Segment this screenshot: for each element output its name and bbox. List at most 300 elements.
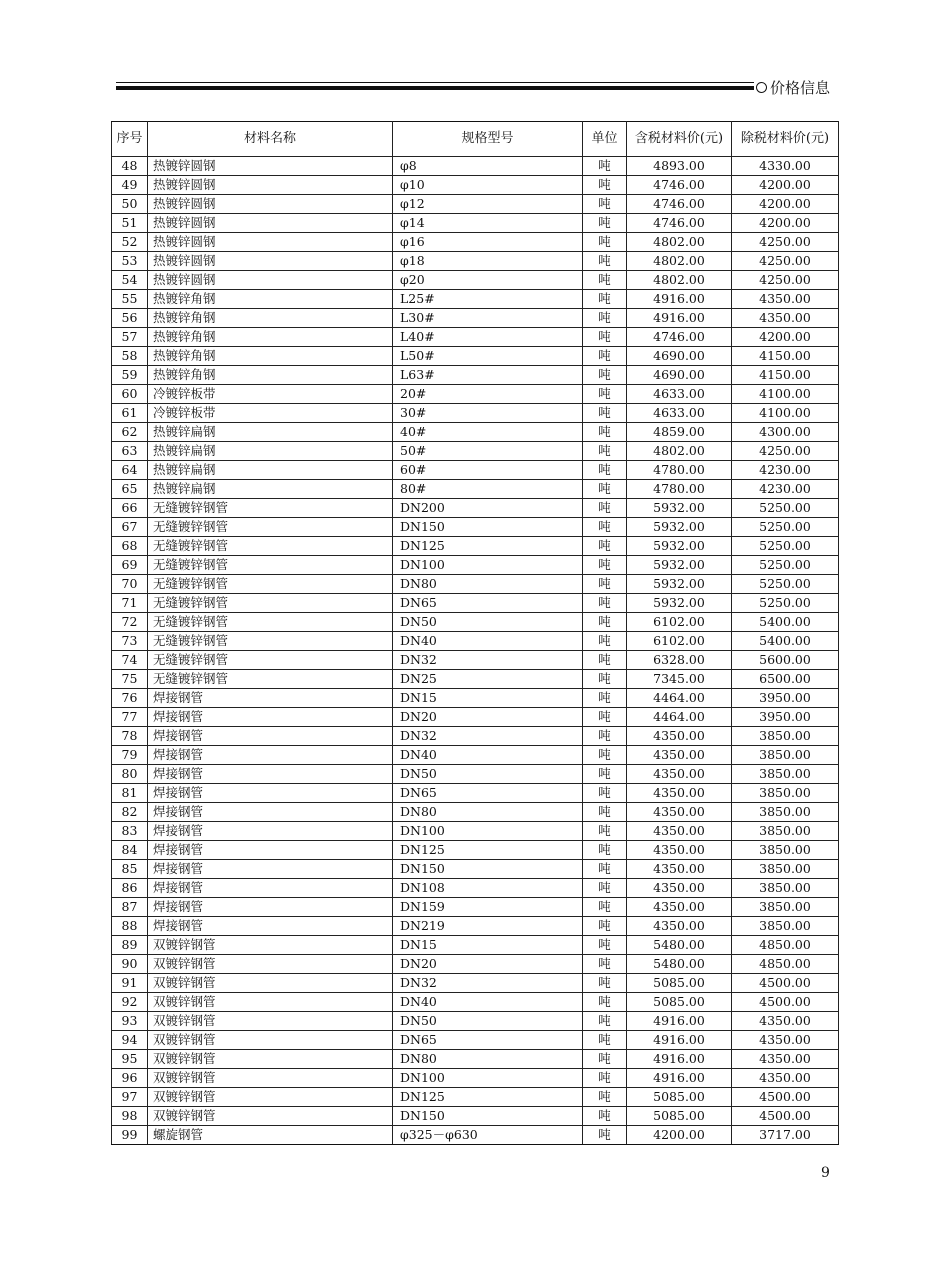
cell-material-name: 热镀锌圆钢 bbox=[148, 252, 393, 271]
header-rule bbox=[116, 82, 754, 92]
cell-unit: 吨 bbox=[583, 1107, 627, 1126]
cell-unit: 吨 bbox=[583, 860, 627, 879]
cell-unit: 吨 bbox=[583, 518, 627, 537]
cell-price-tax-excl: 4350.00 bbox=[732, 1069, 839, 1088]
cell-spec: DN50 bbox=[393, 765, 583, 784]
cell-spec: φ12 bbox=[393, 195, 583, 214]
cell-spec: DN150 bbox=[393, 1107, 583, 1126]
cell-price-tax-incl: 4802.00 bbox=[627, 271, 732, 290]
cell-price-tax-incl: 4690.00 bbox=[627, 366, 732, 385]
cell-price-tax-excl: 4500.00 bbox=[732, 1107, 839, 1126]
cell-no: 61 bbox=[112, 404, 148, 423]
cell-price-tax-incl: 5932.00 bbox=[627, 518, 732, 537]
cell-spec: DN20 bbox=[393, 708, 583, 727]
cell-no: 90 bbox=[112, 955, 148, 974]
cell-price-tax-incl: 4746.00 bbox=[627, 195, 732, 214]
cell-no: 64 bbox=[112, 461, 148, 480]
cell-price-tax-excl: 3850.00 bbox=[732, 841, 839, 860]
table-row bbox=[112, 822, 839, 841]
cell-price-tax-incl: 5085.00 bbox=[627, 1088, 732, 1107]
cell-price-tax-incl: 4746.00 bbox=[627, 328, 732, 347]
table-row bbox=[112, 746, 839, 765]
cell-spec: L25# bbox=[393, 290, 583, 309]
cell-price-tax-excl: 4250.00 bbox=[732, 252, 839, 271]
cell-price-tax-incl: 4802.00 bbox=[627, 252, 732, 271]
cell-material-name: 焊接钢管 bbox=[148, 879, 393, 898]
table-row bbox=[112, 423, 839, 442]
cell-material-name: 双镀锌钢管 bbox=[148, 1050, 393, 1069]
cell-unit: 吨 bbox=[583, 746, 627, 765]
table-row bbox=[112, 974, 839, 993]
cell-price-tax-incl: 4350.00 bbox=[627, 746, 732, 765]
cell-no: 69 bbox=[112, 556, 148, 575]
table-row bbox=[112, 765, 839, 784]
table-row bbox=[112, 670, 839, 689]
cell-material-name: 双镀锌钢管 bbox=[148, 974, 393, 993]
cell-material-name: 焊接钢管 bbox=[148, 708, 393, 727]
cell-unit: 吨 bbox=[583, 1088, 627, 1107]
page-number: 9 bbox=[821, 1165, 830, 1181]
cell-price-tax-excl: 5250.00 bbox=[732, 499, 839, 518]
cell-price-tax-excl: 4850.00 bbox=[732, 955, 839, 974]
cell-price-tax-incl: 4350.00 bbox=[627, 860, 732, 879]
cell-spec: DN125 bbox=[393, 841, 583, 860]
cell-material-name: 无缝镀锌钢管 bbox=[148, 499, 393, 518]
cell-material-name: 焊接钢管 bbox=[148, 765, 393, 784]
cell-no: 86 bbox=[112, 879, 148, 898]
cell-no: 66 bbox=[112, 499, 148, 518]
cell-no: 98 bbox=[112, 1107, 148, 1126]
cell-price-tax-excl: 4200.00 bbox=[732, 214, 839, 233]
cell-price-tax-incl: 5932.00 bbox=[627, 556, 732, 575]
table-row bbox=[112, 917, 839, 936]
cell-price-tax-incl: 4464.00 bbox=[627, 689, 732, 708]
cell-material-name: 双镀锌钢管 bbox=[148, 993, 393, 1012]
table-row bbox=[112, 1088, 839, 1107]
cell-price-tax-excl: 4500.00 bbox=[732, 974, 839, 993]
cell-spec: DN32 bbox=[393, 727, 583, 746]
cell-no: 58 bbox=[112, 347, 148, 366]
cell-unit: 吨 bbox=[583, 841, 627, 860]
cell-price-tax-incl: 7345.00 bbox=[627, 670, 732, 689]
cell-price-tax-excl: 3850.00 bbox=[732, 860, 839, 879]
cell-material-name: 热镀锌圆钢 bbox=[148, 214, 393, 233]
cell-no: 80 bbox=[112, 765, 148, 784]
cell-price-tax-incl: 4350.00 bbox=[627, 784, 732, 803]
cell-price-tax-excl: 4150.00 bbox=[732, 347, 839, 366]
cell-spec: DN150 bbox=[393, 518, 583, 537]
column-header-no: 序号 bbox=[112, 122, 148, 157]
cell-spec: DN108 bbox=[393, 879, 583, 898]
cell-no: 73 bbox=[112, 632, 148, 651]
cell-unit: 吨 bbox=[583, 157, 627, 176]
cell-spec: DN100 bbox=[393, 822, 583, 841]
cell-price-tax-incl: 5085.00 bbox=[627, 1107, 732, 1126]
cell-spec: L30# bbox=[393, 309, 583, 328]
cell-no: 56 bbox=[112, 309, 148, 328]
cell-no: 65 bbox=[112, 480, 148, 499]
cell-price-tax-excl: 3850.00 bbox=[732, 879, 839, 898]
table-row bbox=[112, 252, 839, 271]
cell-price-tax-incl: 4350.00 bbox=[627, 917, 732, 936]
table-row bbox=[112, 385, 839, 404]
cell-unit: 吨 bbox=[583, 290, 627, 309]
table-row bbox=[112, 727, 839, 746]
cell-price-tax-excl: 3850.00 bbox=[732, 898, 839, 917]
cell-no: 49 bbox=[112, 176, 148, 195]
cell-unit: 吨 bbox=[583, 442, 627, 461]
cell-price-tax-excl: 3717.00 bbox=[732, 1126, 839, 1145]
cell-material-name: 焊接钢管 bbox=[148, 917, 393, 936]
cell-price-tax-excl: 4500.00 bbox=[732, 1088, 839, 1107]
table-row bbox=[112, 499, 839, 518]
table-row bbox=[112, 708, 839, 727]
cell-no: 71 bbox=[112, 594, 148, 613]
cell-spec: DN100 bbox=[393, 1069, 583, 1088]
cell-price-tax-incl: 4690.00 bbox=[627, 347, 732, 366]
cell-unit: 吨 bbox=[583, 917, 627, 936]
cell-material-name: 热镀锌圆钢 bbox=[148, 176, 393, 195]
cell-unit: 吨 bbox=[583, 727, 627, 746]
cell-unit: 吨 bbox=[583, 366, 627, 385]
cell-material-name: 冷镀锌板带 bbox=[148, 404, 393, 423]
cell-no: 97 bbox=[112, 1088, 148, 1107]
cell-no: 68 bbox=[112, 537, 148, 556]
cell-no: 84 bbox=[112, 841, 148, 860]
cell-spec: DN80 bbox=[393, 1050, 583, 1069]
cell-material-name: 双镀锌钢管 bbox=[148, 955, 393, 974]
cell-price-tax-incl: 4859.00 bbox=[627, 423, 732, 442]
cell-unit: 吨 bbox=[583, 499, 627, 518]
cell-no: 91 bbox=[112, 974, 148, 993]
cell-spec: DN20 bbox=[393, 955, 583, 974]
table-row bbox=[112, 613, 839, 632]
cell-price-tax-incl: 4916.00 bbox=[627, 309, 732, 328]
cell-price-tax-incl: 5480.00 bbox=[627, 955, 732, 974]
cell-price-tax-incl: 5932.00 bbox=[627, 594, 732, 613]
cell-spec: DN50 bbox=[393, 613, 583, 632]
table-row bbox=[112, 936, 839, 955]
cell-unit: 吨 bbox=[583, 233, 627, 252]
table-row bbox=[112, 841, 839, 860]
cell-price-tax-excl: 3850.00 bbox=[732, 727, 839, 746]
cell-spec: L63# bbox=[393, 366, 583, 385]
cell-material-name: 双镀锌钢管 bbox=[148, 936, 393, 955]
cell-spec: L50# bbox=[393, 347, 583, 366]
cell-price-tax-incl: 4893.00 bbox=[627, 157, 732, 176]
cell-material-name: 热镀锌角钢 bbox=[148, 347, 393, 366]
cell-unit: 吨 bbox=[583, 765, 627, 784]
table-row bbox=[112, 879, 839, 898]
cell-no: 63 bbox=[112, 442, 148, 461]
table-row bbox=[112, 157, 839, 176]
cell-spec: φ14 bbox=[393, 214, 583, 233]
cell-material-name: 双镀锌钢管 bbox=[148, 1012, 393, 1031]
cell-material-name: 双镀锌钢管 bbox=[148, 1107, 393, 1126]
table-row bbox=[112, 556, 839, 575]
cell-spec: 40# bbox=[393, 423, 583, 442]
cell-material-name: 无缝镀锌钢管 bbox=[148, 518, 393, 537]
table-row bbox=[112, 214, 839, 233]
cell-price-tax-excl: 5250.00 bbox=[732, 556, 839, 575]
cell-spec: φ8 bbox=[393, 157, 583, 176]
table-row bbox=[112, 1069, 839, 1088]
table-row bbox=[112, 176, 839, 195]
cell-unit: 吨 bbox=[583, 385, 627, 404]
cell-price-tax-incl: 4464.00 bbox=[627, 708, 732, 727]
table-row bbox=[112, 442, 839, 461]
column-header-price-tax-incl: 含税材料价(元) bbox=[627, 122, 732, 157]
cell-unit: 吨 bbox=[583, 993, 627, 1012]
cell-no: 79 bbox=[112, 746, 148, 765]
table-row bbox=[112, 1031, 839, 1050]
cell-material-name: 无缝镀锌钢管 bbox=[148, 537, 393, 556]
table-row bbox=[112, 480, 839, 499]
cell-unit: 吨 bbox=[583, 461, 627, 480]
cell-price-tax-incl: 4746.00 bbox=[627, 176, 732, 195]
cell-unit: 吨 bbox=[583, 822, 627, 841]
cell-material-name: 热镀锌扁钢 bbox=[148, 461, 393, 480]
cell-material-name: 热镀锌圆钢 bbox=[148, 233, 393, 252]
cell-spec: DN32 bbox=[393, 974, 583, 993]
cell-price-tax-excl: 4230.00 bbox=[732, 461, 839, 480]
table-row bbox=[112, 328, 839, 347]
cell-price-tax-excl: 3950.00 bbox=[732, 708, 839, 727]
cell-price-tax-excl: 4250.00 bbox=[732, 233, 839, 252]
cell-unit: 吨 bbox=[583, 1050, 627, 1069]
cell-no: 85 bbox=[112, 860, 148, 879]
cell-price-tax-incl: 4802.00 bbox=[627, 233, 732, 252]
cell-price-tax-incl: 4916.00 bbox=[627, 1069, 732, 1088]
cell-unit: 吨 bbox=[583, 537, 627, 556]
cell-price-tax-excl: 3850.00 bbox=[732, 917, 839, 936]
cell-no: 76 bbox=[112, 689, 148, 708]
cell-unit: 吨 bbox=[583, 936, 627, 955]
table-row bbox=[112, 518, 839, 537]
cell-spec: φ325－φ630 bbox=[393, 1126, 583, 1145]
cell-price-tax-excl: 4250.00 bbox=[732, 271, 839, 290]
cell-no: 57 bbox=[112, 328, 148, 347]
cell-price-tax-incl: 4916.00 bbox=[627, 1050, 732, 1069]
cell-no: 60 bbox=[112, 385, 148, 404]
cell-price-tax-incl: 4200.00 bbox=[627, 1126, 732, 1145]
cell-unit: 吨 bbox=[583, 708, 627, 727]
table-row bbox=[112, 347, 839, 366]
cell-unit: 吨 bbox=[583, 803, 627, 822]
cell-price-tax-excl: 3850.00 bbox=[732, 746, 839, 765]
cell-no: 78 bbox=[112, 727, 148, 746]
price-table bbox=[111, 121, 839, 1145]
cell-price-tax-excl: 5400.00 bbox=[732, 613, 839, 632]
cell-material-name: 焊接钢管 bbox=[148, 898, 393, 917]
cell-material-name: 焊接钢管 bbox=[148, 746, 393, 765]
cell-spec: DN50 bbox=[393, 1012, 583, 1031]
cell-material-name: 热镀锌角钢 bbox=[148, 290, 393, 309]
cell-price-tax-incl: 5932.00 bbox=[627, 537, 732, 556]
cell-material-name: 焊接钢管 bbox=[148, 784, 393, 803]
cell-price-tax-incl: 6102.00 bbox=[627, 632, 732, 651]
cell-price-tax-excl: 3850.00 bbox=[732, 803, 839, 822]
cell-price-tax-excl: 4200.00 bbox=[732, 328, 839, 347]
cell-material-name: 双镀锌钢管 bbox=[148, 1069, 393, 1088]
cell-material-name: 无缝镀锌钢管 bbox=[148, 632, 393, 651]
cell-no: 54 bbox=[112, 271, 148, 290]
cell-unit: 吨 bbox=[583, 651, 627, 670]
table-row bbox=[112, 537, 839, 556]
cell-price-tax-excl: 4230.00 bbox=[732, 480, 839, 499]
cell-price-tax-excl: 4850.00 bbox=[732, 936, 839, 955]
cell-material-name: 无缝镀锌钢管 bbox=[148, 575, 393, 594]
cell-price-tax-excl: 3850.00 bbox=[732, 822, 839, 841]
cell-spec: DN150 bbox=[393, 860, 583, 879]
cell-no: 96 bbox=[112, 1069, 148, 1088]
cell-no: 92 bbox=[112, 993, 148, 1012]
cell-price-tax-incl: 4350.00 bbox=[627, 765, 732, 784]
cell-no: 74 bbox=[112, 651, 148, 670]
cell-price-tax-incl: 4633.00 bbox=[627, 385, 732, 404]
cell-spec: DN65 bbox=[393, 1031, 583, 1050]
cell-price-tax-incl: 5932.00 bbox=[627, 499, 732, 518]
cell-price-tax-excl: 4350.00 bbox=[732, 1050, 839, 1069]
cell-price-tax-incl: 5932.00 bbox=[627, 575, 732, 594]
cell-spec: L40# bbox=[393, 328, 583, 347]
cell-unit: 吨 bbox=[583, 252, 627, 271]
cell-spec: DN125 bbox=[393, 537, 583, 556]
cell-no: 82 bbox=[112, 803, 148, 822]
cell-price-tax-excl: 5250.00 bbox=[732, 594, 839, 613]
cell-material-name: 螺旋钢管 bbox=[148, 1126, 393, 1145]
cell-spec: DN200 bbox=[393, 499, 583, 518]
cell-spec: DN65 bbox=[393, 784, 583, 803]
cell-spec: 20# bbox=[393, 385, 583, 404]
cell-price-tax-excl: 4500.00 bbox=[732, 993, 839, 1012]
cell-no: 53 bbox=[112, 252, 148, 271]
cell-price-tax-incl: 4350.00 bbox=[627, 841, 732, 860]
cell-price-tax-incl: 4746.00 bbox=[627, 214, 732, 233]
table-row bbox=[112, 404, 839, 423]
cell-material-name: 焊接钢管 bbox=[148, 689, 393, 708]
cell-price-tax-incl: 4780.00 bbox=[627, 461, 732, 480]
cell-price-tax-excl: 4200.00 bbox=[732, 195, 839, 214]
cell-price-tax-incl: 4802.00 bbox=[627, 442, 732, 461]
header-rule-thick-line bbox=[116, 86, 754, 90]
cell-no: 50 bbox=[112, 195, 148, 214]
cell-spec: φ10 bbox=[393, 176, 583, 195]
cell-material-name: 热镀锌扁钢 bbox=[148, 480, 393, 499]
cell-unit: 吨 bbox=[583, 689, 627, 708]
cell-material-name: 热镀锌角钢 bbox=[148, 366, 393, 385]
cell-spec: DN80 bbox=[393, 575, 583, 594]
cell-no: 89 bbox=[112, 936, 148, 955]
cell-no: 70 bbox=[112, 575, 148, 594]
cell-price-tax-excl: 3950.00 bbox=[732, 689, 839, 708]
price-table-header bbox=[112, 122, 839, 157]
cell-unit: 吨 bbox=[583, 214, 627, 233]
cell-unit: 吨 bbox=[583, 271, 627, 290]
cell-unit: 吨 bbox=[583, 1069, 627, 1088]
cell-spec: 80# bbox=[393, 480, 583, 499]
table-row bbox=[112, 575, 839, 594]
cell-unit: 吨 bbox=[583, 879, 627, 898]
cell-price-tax-excl: 4200.00 bbox=[732, 176, 839, 195]
table-row bbox=[112, 461, 839, 480]
cell-unit: 吨 bbox=[583, 1031, 627, 1050]
cell-no: 81 bbox=[112, 784, 148, 803]
header-row bbox=[112, 122, 839, 157]
cell-spec: DN80 bbox=[393, 803, 583, 822]
table-row bbox=[112, 1050, 839, 1069]
cell-price-tax-incl: 4350.00 bbox=[627, 898, 732, 917]
table-row bbox=[112, 594, 839, 613]
cell-price-tax-incl: 4916.00 bbox=[627, 290, 732, 309]
table-row bbox=[112, 366, 839, 385]
cell-no: 75 bbox=[112, 670, 148, 689]
cell-no: 88 bbox=[112, 917, 148, 936]
table-row bbox=[112, 290, 839, 309]
cell-spec: φ18 bbox=[393, 252, 583, 271]
cell-unit: 吨 bbox=[583, 594, 627, 613]
cell-material-name: 焊接钢管 bbox=[148, 860, 393, 879]
cell-material-name: 双镀锌钢管 bbox=[148, 1088, 393, 1107]
price-table-body bbox=[112, 157, 839, 1145]
cell-price-tax-excl: 5600.00 bbox=[732, 651, 839, 670]
cell-material-name: 热镀锌角钢 bbox=[148, 328, 393, 347]
section-title: 价格信息 bbox=[770, 79, 831, 97]
cell-no: 93 bbox=[112, 1012, 148, 1031]
table-row bbox=[112, 632, 839, 651]
cell-price-tax-incl: 4350.00 bbox=[627, 803, 732, 822]
table-row bbox=[112, 309, 839, 328]
cell-price-tax-excl: 4350.00 bbox=[732, 1031, 839, 1050]
cell-material-name: 热镀锌扁钢 bbox=[148, 442, 393, 461]
cell-no: 52 bbox=[112, 233, 148, 252]
cell-spec: DN40 bbox=[393, 993, 583, 1012]
cell-price-tax-excl: 4100.00 bbox=[732, 404, 839, 423]
cell-material-name: 冷镀锌板带 bbox=[148, 385, 393, 404]
cell-material-name: 热镀锌圆钢 bbox=[148, 195, 393, 214]
cell-price-tax-incl: 4350.00 bbox=[627, 822, 732, 841]
cell-material-name: 热镀锌圆钢 bbox=[148, 157, 393, 176]
cell-price-tax-incl: 4916.00 bbox=[627, 1012, 732, 1031]
cell-price-tax-incl: 5085.00 bbox=[627, 993, 732, 1012]
cell-price-tax-excl: 5250.00 bbox=[732, 575, 839, 594]
cell-material-name: 无缝镀锌钢管 bbox=[148, 556, 393, 575]
cell-spec: DN65 bbox=[393, 594, 583, 613]
cell-price-tax-excl: 4150.00 bbox=[732, 366, 839, 385]
cell-unit: 吨 bbox=[583, 404, 627, 423]
cell-unit: 吨 bbox=[583, 423, 627, 442]
cell-no: 87 bbox=[112, 898, 148, 917]
cell-unit: 吨 bbox=[583, 898, 627, 917]
header-rule-thin-line bbox=[116, 82, 754, 83]
cell-price-tax-excl: 4300.00 bbox=[732, 423, 839, 442]
cell-unit: 吨 bbox=[583, 784, 627, 803]
table-row bbox=[112, 1126, 839, 1145]
cell-price-tax-excl: 3850.00 bbox=[732, 784, 839, 803]
cell-material-name: 无缝镀锌钢管 bbox=[148, 594, 393, 613]
table-row bbox=[112, 898, 839, 917]
column-header-name: 材料名称 bbox=[148, 122, 393, 157]
cell-unit: 吨 bbox=[583, 955, 627, 974]
cell-no: 51 bbox=[112, 214, 148, 233]
cell-price-tax-excl: 6500.00 bbox=[732, 670, 839, 689]
cell-price-tax-excl: 4350.00 bbox=[732, 309, 839, 328]
cell-material-name: 热镀锌圆钢 bbox=[148, 271, 393, 290]
table-row bbox=[112, 993, 839, 1012]
cell-spec: DN100 bbox=[393, 556, 583, 575]
cell-spec: DN15 bbox=[393, 936, 583, 955]
cell-no: 72 bbox=[112, 613, 148, 632]
